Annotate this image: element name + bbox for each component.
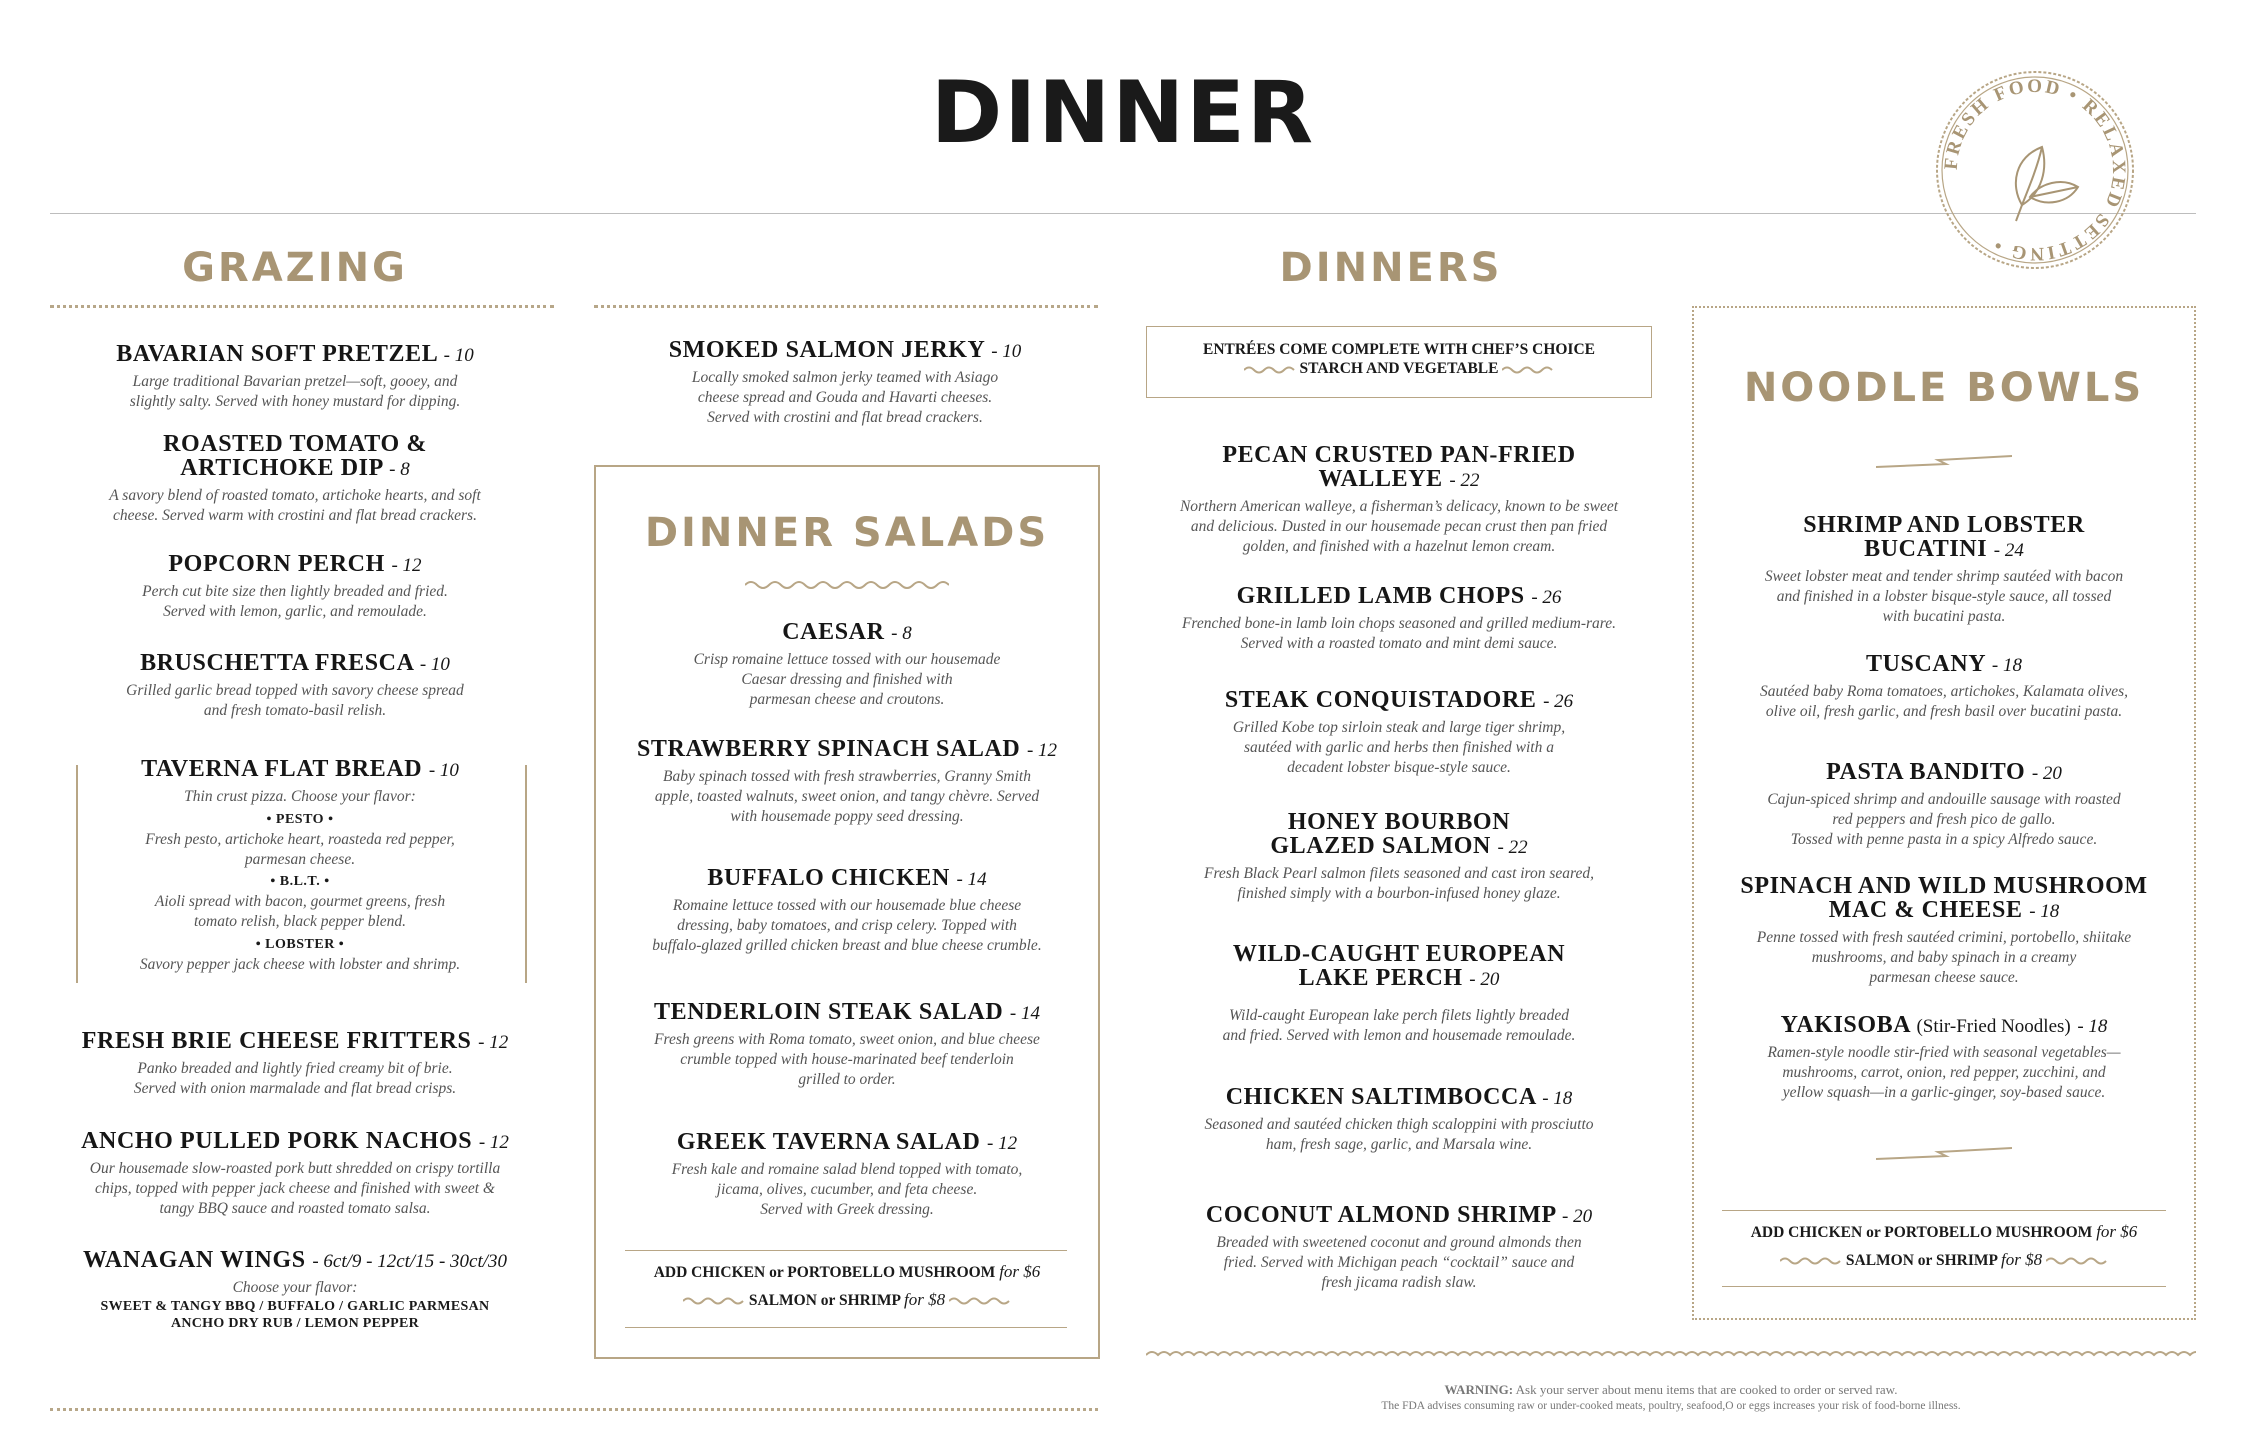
menu-item: [85, 757, 515, 975]
item-name: ROASTED TOMATO & ARTICHOKE DIP - 8: [163, 431, 427, 481]
bottom-divider-left: [50, 1408, 1098, 1411]
menu-item: [1700, 874, 2188, 987]
page-title: DINNER: [930, 63, 1316, 163]
item-name: PASTA BANDITO - 20: [1826, 759, 2062, 785]
menu-item: [610, 620, 1084, 709]
warning-note: WARNING: Ask your server about menu items that are cooked to order or served raw. The FDA advises consuming raw or under-cooked meats, poultry, seafood,O or eggs increases your risk of food-borne illness.: [1381, 1382, 1961, 1412]
menu-item: [1700, 513, 2188, 626]
noodles-addon: ADD CHICKEN or PORTOBELLO MUSHROOM for $6 SALMON or SHRIMP for $8: [1750, 1222, 2138, 1269]
item-desc: Fresh greens with Roma tomato, sweet onion, and blue cheese crumble topped with house-marinated beef tenderloin grilled to order.: [654, 1031, 1040, 1088]
item-desc: Sweet lobster meat and tender shrimp sautéed with bacon and finished in a lobster bisque-style sauce, all tossed with bucatini pasta.: [1764, 568, 2124, 625]
item-desc: Large traditional Bavarian pretzel—soft, gooey, and slightly salty. Served with honey mustard for dipping.: [129, 373, 461, 410]
item-desc: Fresh Black Pearl salmon filets seasoned and cast iron seared, finished simply with a bourbon-infused honey glaze.: [1203, 865, 1595, 902]
wave-ornament: [1502, 365, 1554, 375]
flavor-name: • B.L.T. •: [270, 874, 330, 890]
item-desc: Grilled Kobe top sirloin steak and large tiger shrimp, sautéed with garlic and herbs then finished with a decadent lobster bisque-style sauce.: [1232, 719, 1566, 776]
item-desc: Panko breaded and lightly fried creamy bit of brie. Served with onion marmalade and flat bread crisps.: [133, 1060, 457, 1097]
flavor-name: • LOBSTER •: [255, 937, 345, 953]
menu-item: [610, 1000, 1084, 1089]
menu-item: [1146, 810, 1652, 904]
item-desc: Thin crust pizza. Choose your flavor:: [184, 788, 416, 805]
item-name: POPCORN PERCH - 12: [168, 551, 422, 577]
item-name: FRESH BRIE CHEESE FRITTERS - 12: [81, 1028, 509, 1054]
stamp-logo: [1930, 65, 2140, 275]
item-name: STEAK CONQUISTADORE - 26: [1224, 687, 1574, 713]
wave-ornament: [745, 578, 949, 592]
item-name: BAVARIAN SOFT PRETZEL - 10: [116, 341, 474, 367]
item-name: CAESAR - 8: [782, 619, 912, 645]
item-name: GREEK TAVERNA SALAD - 12: [676, 1129, 1018, 1155]
stamp-text: FRESH FOOD • RELAXED SETTING •: [1940, 75, 2130, 265]
wave-ornament: [683, 1296, 745, 1306]
item-name: SPINACH AND WILD MUSHROOM MAC & CHEESE - 18: [1740, 873, 2148, 923]
addon-rule-top: [625, 1250, 1067, 1251]
item-desc: Frenched bone-in lamb loin chops seasoned and grilled medium-rare. Served with a roasted tomato and mint demi sauce.: [1181, 615, 1617, 652]
item-desc: Seasoned and sautéed chicken thigh scaloppini with prosciutto ham, fresh sage, garlic, and Marsala wine.: [1204, 1116, 1594, 1153]
menu-item: [1700, 760, 2188, 849]
menu-item: [610, 1130, 1084, 1219]
section-heading-salads: DINNER SALADS: [644, 510, 1050, 556]
item-name: SMOKED SALMON JERKY - 10: [668, 337, 1022, 363]
menu-item: [1146, 584, 1652, 654]
menu-item: [1146, 443, 1652, 556]
leaf-icon: [2016, 147, 2078, 221]
flavor-desc: Fresh pesto, artichoke heart, roasteda red pepper, parmesan cheese.: [145, 830, 455, 868]
item-name: WANAGAN WINGS - 6ct/9 - 12ct/15 - 30ct/30: [82, 1247, 508, 1273]
item-desc: A savory blend of roasted tomato, artichoke hearts, and soft cheese. Served warm with crostini and flat bread crackers.: [109, 487, 481, 524]
menu-item: [610, 737, 1084, 826]
item-name: PECAN CRUSTED PAN-FRIED WALLEYE - 22: [1222, 442, 1576, 492]
salads-addon: ADD CHICKEN or PORTOBELLO MUSHROOM for $6 SALMON or SHRIMP for $8: [653, 1262, 1041, 1309]
grazing-divider: [50, 305, 554, 308]
item-name: WILD-CAUGHT EUROPEAN LAKE PERCH - 20: [1232, 941, 1566, 991]
item-desc: Sautéed baby Roma tomatoes, artichokes, Kalamata olives, olive oil, fresh garlic, and fresh basil over bucatini pasta.: [1759, 683, 2129, 720]
col2-divider: [594, 305, 1098, 308]
menu-item: [50, 1129, 540, 1218]
entree-note: ENTRÉES COME COMPLETE WITH CHEF’S CHOICE STARCH AND VEGETABLE: [1202, 341, 1595, 378]
item-desc: Breaded with sweetened coconut and ground almonds then fried. Served with Michigan peach “cocktail” sauce and fresh jicama radish slaw.: [1216, 1234, 1582, 1291]
menu-item: [1700, 1013, 2188, 1102]
item-desc: Fresh kale and romaine salad blend topped with tomato, jicama, olives, cucumber, and feta cheese. Served with Greek dressing.: [671, 1161, 1023, 1218]
item-name: TENDERLOIN STEAK SALAD - 14: [654, 999, 1040, 1025]
section-heading-grazing: GRAZING: [182, 245, 408, 291]
menu-item: [50, 1029, 540, 1099]
item-name: STRAWBERRY SPINACH SALAD - 12: [636, 736, 1058, 762]
menu-item: [60, 342, 530, 412]
item-desc: Penne tossed with fresh sautéed crimini, portobello, shiitake mushrooms, and baby spinach in a creamy parmesan cheese sauce.: [1756, 929, 2132, 986]
menu-item: [1146, 1203, 1652, 1292]
wave-ornament: [2046, 1256, 2108, 1266]
wave-ornament: [1780, 1256, 1842, 1266]
addon-rule-bottom: [1722, 1286, 2166, 1287]
menu-item: [600, 338, 1090, 427]
item-name: YAKISOBA (Stir-Fried Noodles) - 18: [1780, 1012, 2108, 1038]
item-desc: Baby spinach tossed with fresh strawberries, Granny Smith apple, toasted walnuts, sweet onion, and tangy chèvre. Served with housemade poppy seed dressing.: [654, 768, 1040, 825]
title-divider: [50, 213, 2196, 214]
menu-item: [610, 866, 1084, 955]
section-heading-dinners: DINNERS: [1279, 245, 1503, 291]
item-name: ANCHO PULLED PORK NACHOS - 12: [81, 1128, 509, 1154]
flatbread-right-rule: [525, 765, 527, 983]
item-name: GRILLED LAMB CHOPS - 26: [1236, 583, 1562, 609]
item-desc: Locally smoked salmon jerky teamed with Asiago cheese spread and Gouda and Havarti cheeses. Served with crostini and flat bread crackers.: [691, 369, 999, 426]
item-name: TAVERNA FLAT BREAD - 10: [141, 756, 459, 782]
item-desc: Crisp romaine lettuce tossed with our housemade Caesar dressing and finished with parmesan cheese and croutons.: [693, 651, 1001, 708]
item-name: BUFFALO CHICKEN - 14: [707, 865, 987, 891]
flavor-desc: Savory pepper jack cheese with lobster and shrimp.: [139, 956, 461, 974]
item-name: TUSCANY - 18: [1865, 651, 2022, 677]
item-desc: Our housemade slow-roasted pork butt shredded on crispy tortilla chips, topped with pepper jack cheese and finished with sweet & tangy BBQ sauce and roasted tomato salsa.: [89, 1160, 501, 1217]
menu-item: [60, 432, 530, 526]
wing-flavors: SWEET & TANGY BBQ / BUFFALO / GARLIC PARMESAN ANCHO DRY RUB / LEMON PEPPER: [100, 1298, 490, 1332]
item-desc: Grilled garlic bread topped with savory cheese spread and fresh tomato-basil relish.: [126, 682, 464, 719]
addon-rule-bottom: [625, 1327, 1067, 1328]
section-heading-noodles: NOODLE BOWLS: [1743, 365, 2145, 411]
flavor-desc: Aioli spread with bacon, gourmet greens, fresh tomato relish, black pepper blend.: [154, 893, 446, 931]
wave-ornament: [1244, 365, 1296, 375]
item-desc: Wild-caught European lake perch filets lightly breaded and fried. Served with lemon and housemade remoulade.: [1222, 1007, 1576, 1044]
menu-item: [1700, 652, 2188, 722]
wave-divider-bottom: [1146, 1348, 2196, 1362]
zigzag-ornament: [1876, 454, 2012, 470]
item-desc: Choose your flavor:: [232, 1279, 358, 1296]
menu-item: [50, 1248, 540, 1333]
zigzag-ornament: [1876, 1146, 2012, 1162]
item-desc: Cajun-spiced shrimp and andouille sausage with roasted red peppers and fresh pico de gallo. Tossed with penne pasta in a spicy Alfredo sauce.: [1767, 791, 2121, 848]
item-name: COCONUT ALMOND SHRIMP - 20: [1205, 1202, 1593, 1228]
item-desc: Romaine lettuce tossed with our housemade blue cheese dressing, baby tomatoes, and crisp celery. Topped with buffalo-glazed grilled chicken breast and blue cheese crumble.: [652, 897, 1042, 954]
item-desc: Ramen-style noodle stir-fried with seasonal vegetables— mushrooms, carrot, onion, red pepper, zucchini, and yellow squash—in a garlic-ginger, soy-based sauce.: [1767, 1044, 2121, 1101]
wave-ornament: [949, 1296, 1011, 1306]
item-name: SHRIMP AND LOBSTER BUCATINI - 24: [1803, 512, 2085, 562]
flatbread-left-rule: [76, 765, 78, 983]
item-name: HONEY BOURBON GLAZED SALMON - 22: [1270, 809, 1528, 859]
item-name: CHICKEN SALTIMBOCCA - 18: [1225, 1084, 1573, 1110]
item-desc: Northern American walleye, a fisherman’s delicacy, known to be sweet and delicious. Dusted in our housemade pecan crust then pan fried golden, and finished with a hazelnut lemon cream.: [1179, 498, 1619, 555]
menu-item: [60, 552, 530, 622]
menu-item: [1146, 1085, 1652, 1155]
flavor-name: • PESTO •: [266, 811, 334, 827]
addon-rule-top: [1722, 1210, 2166, 1211]
menu-item: [1146, 942, 1652, 1046]
item-name: BRUSCHETTA FRESCA - 10: [140, 650, 450, 676]
menu-item: [60, 651, 530, 721]
menu-item: [1146, 688, 1652, 777]
item-desc: Perch cut bite size then lightly breaded and fried. Served with lemon, garlic, and remoulade.: [142, 583, 448, 620]
